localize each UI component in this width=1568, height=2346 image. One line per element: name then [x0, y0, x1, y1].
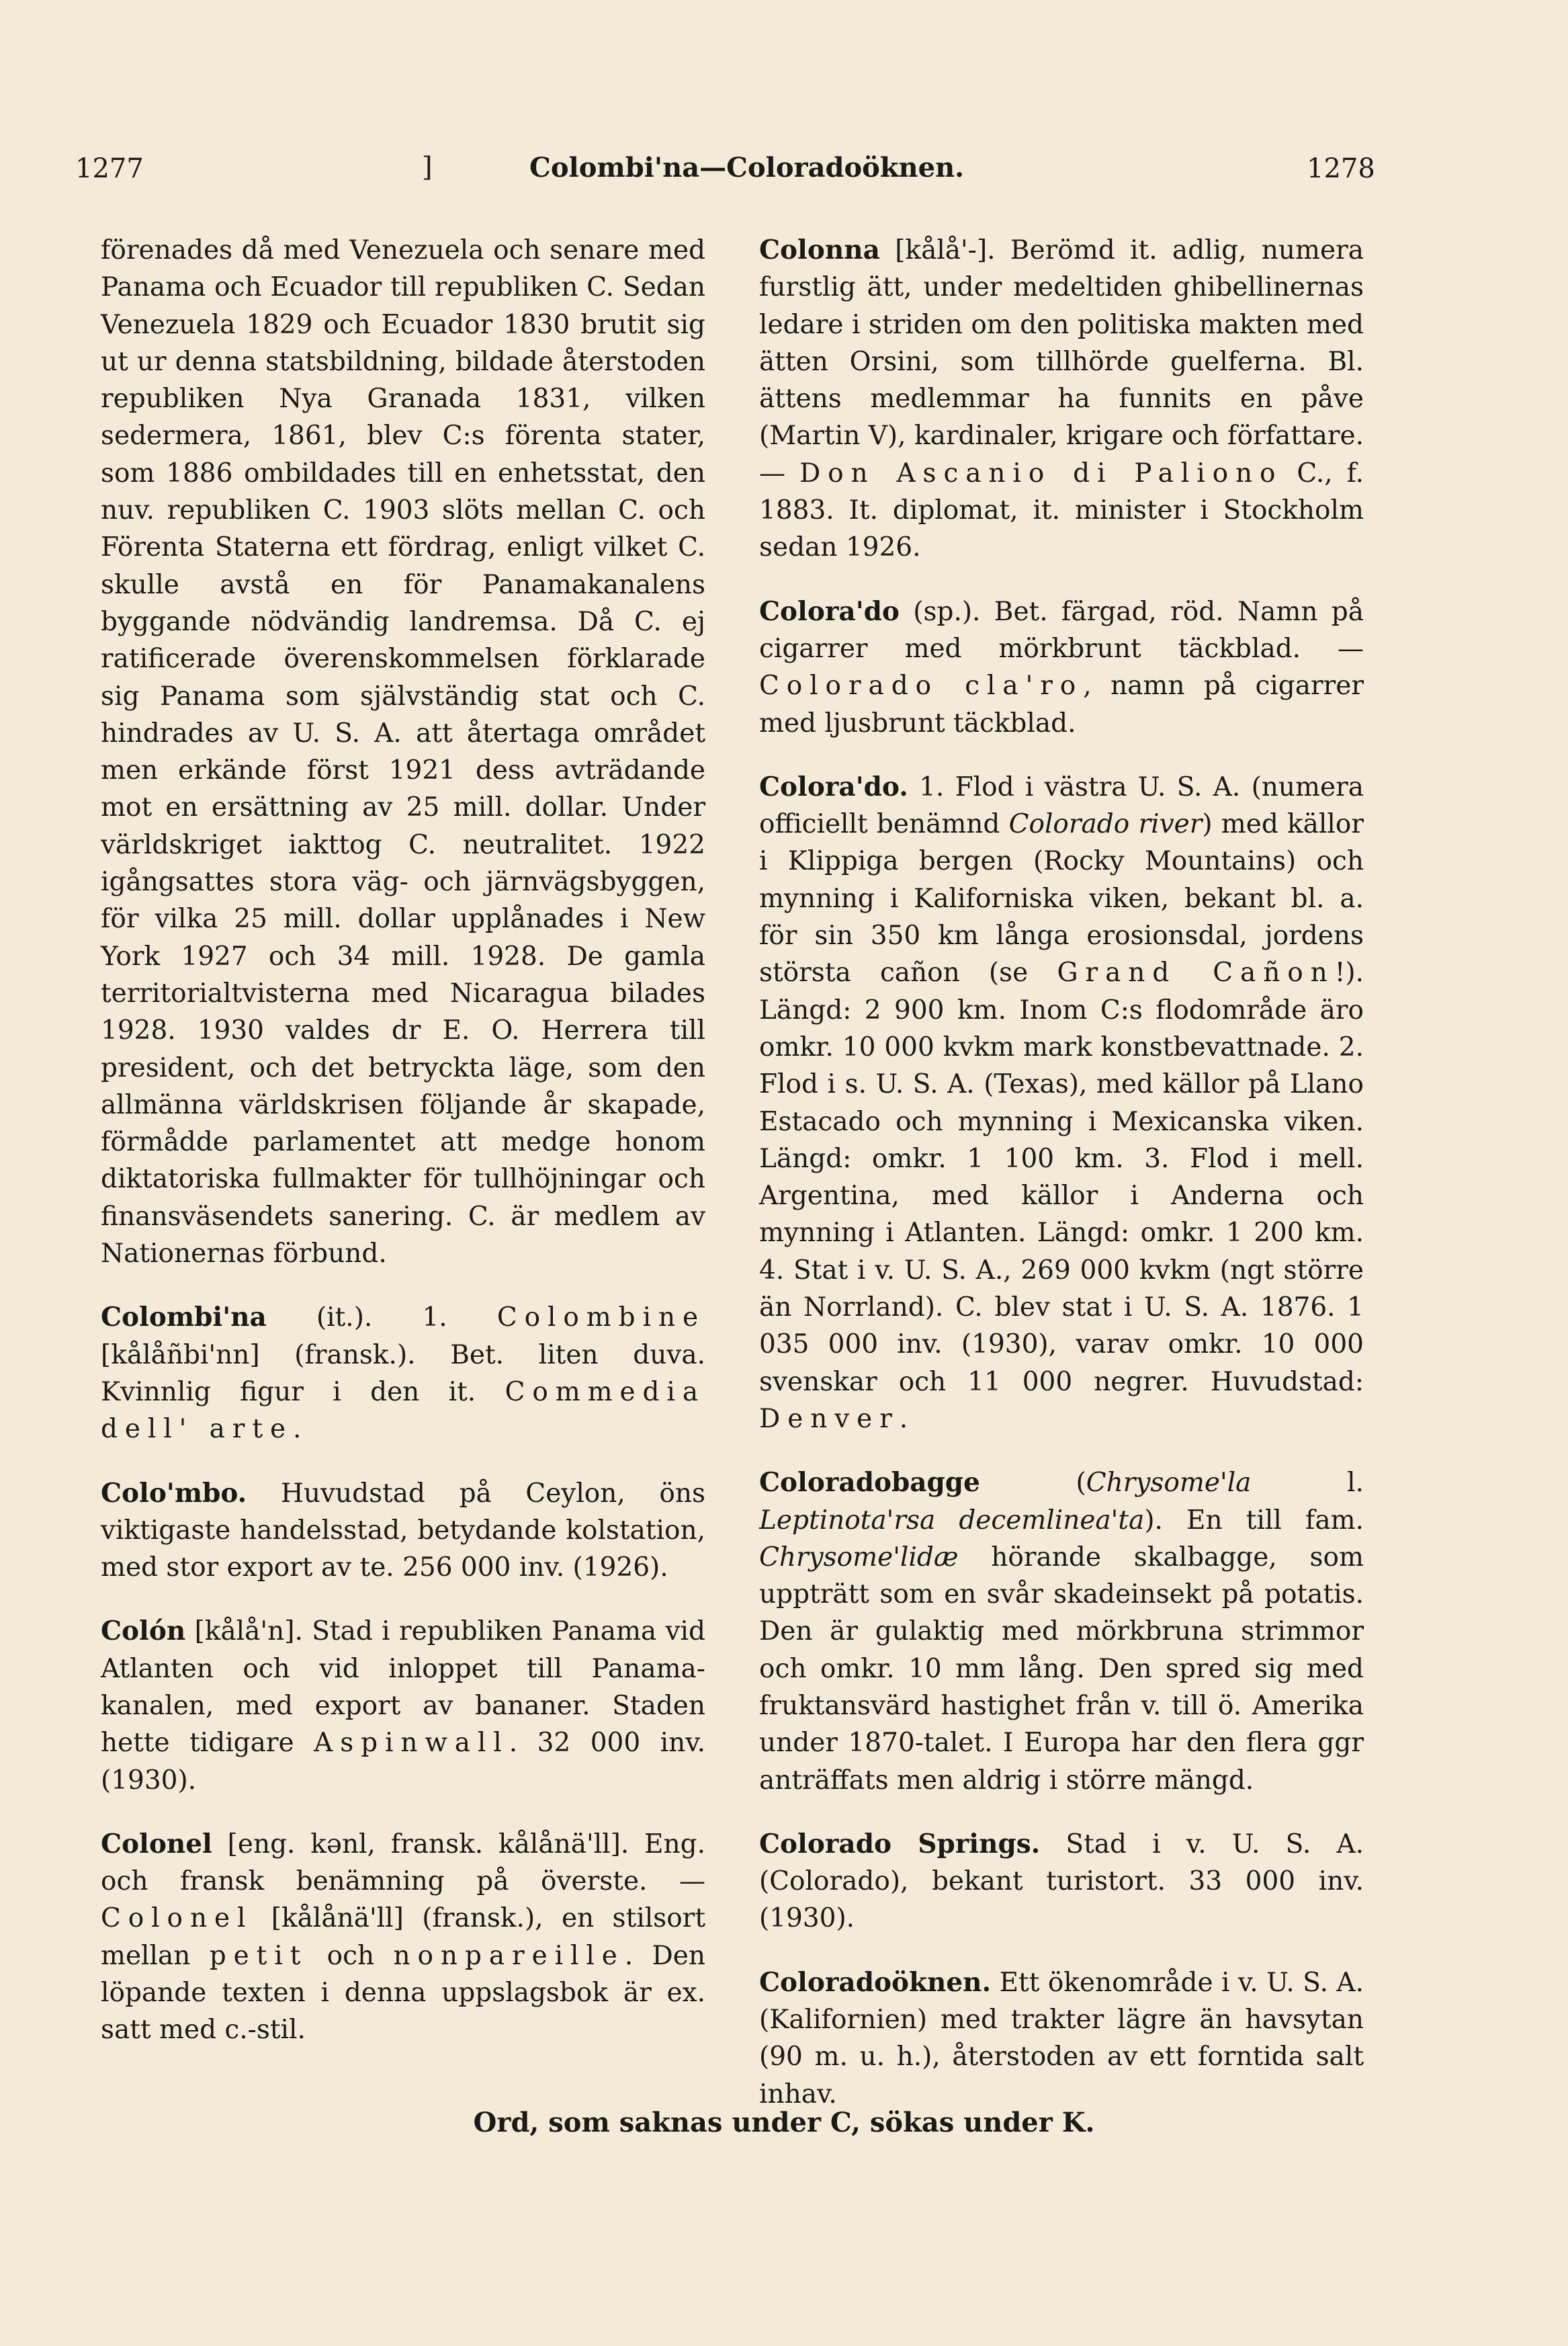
entry-colon — [101, 1613, 705, 1798]
entry-text: ( — [979, 1468, 1086, 1499]
entry-headword: Colonel — [101, 1828, 212, 1859]
entry-colombina — [101, 1299, 705, 1448]
spaced-term: Grand Cañon — [1057, 958, 1335, 989]
left-column — [101, 232, 705, 2076]
entry-headword: Colora'do. — [759, 771, 908, 802]
entry-text: Huvudstad på Ceylon, öns viktigaste handelsstad, betydande kolstation, med stor export av te. 256 000 inv. (1926). — [101, 1478, 705, 1583]
entry-text: (it.). 1. — [266, 1302, 497, 1333]
entry-text: !). Längd: 2 900 km. Inom C:s flodområde äro omkr. 10 000 kvkm mark konstbevattnade. 2. Flod i s. U. S. A. (Texas), med källor på Llano Estacado och mynning i Mexicanska viken. Längd: omkr. 1 100 km. 3. Flod i mell. Argentina, med källor i Anderna och mynning i Atlanten. Längd: omkr. 1 200 km. 4. Stat i v. U. S. A., 269 000 kvkm (ngt större än Norrland). C. blev stat i U. S. A. 1876. 1 035 000 inv. (1930), varav omkr. 10 000 svenskar och 11 000 negrer. Huvudstad: — [759, 958, 1364, 1397]
entry-colombo — [101, 1475, 705, 1587]
entry-colorado-sp — [759, 593, 1364, 742]
entry-text: förenades då med Venezuela och senare med Panama och Ecuador till republiken C. Sedan Venezuela 1829 och Ecuador 1830 brutit sig ut ur denna statsbildning, bildade återstoden republiken Nya Granada 1831, vilken sedermera, 1861, blev C:s förenta stater, som 1886 ombildades till en enhetsstat, den nuv. republiken C. 1903 slöts mellan C. och Förenta Staterna ett fördrag, enligt vilket C. skulle avstå en för Panamakanalens byggande nödvändig landremsa. Då C. ej ratificerade överenskommelsen förklarade sig Panama som självständig stat och C. hindrades av U. S. A. att återtaga området men erkände först 1921 dess avträdande mot en ersättning av 25 mill. dollar. Under världskriget iakttog C. neutralitet. 1922 igångsattes stora väg- och järnvägsbyggen, för vilka 25 mill. dollar upplånades i New York 1927 och 34 mill. 1928. De gamla territorialtvisterna med Nicaragua bilades 1928. 1930 valdes dr E. O. Herrera till president, och det betryckta läge, som den allmänna världskrisen följande år skapade, förmådde parlamentet att medge honom diktatoriska fullmakter för tullhöjningar och finansväsendets sanering. C. är medlem av Nationernas förbund. — [101, 235, 705, 1269]
entry-headword: Coloradobagge — [759, 1467, 980, 1499]
entry-colonna — [759, 232, 1364, 567]
right-page-number: 1278 — [1307, 153, 1375, 184]
entry-headword: Colombi'na — [101, 1302, 267, 1333]
spaced-term: Don Ascanio di Paliono — [799, 458, 1283, 489]
entry-headword: Colón — [101, 1616, 186, 1647]
spaced-term: Colonel — [101, 1903, 253, 1934]
entry-headword: Colorado Springs. — [759, 1828, 1041, 1859]
spaced-term: Colombine — [496, 1302, 705, 1333]
spaced-term: Colorado cla'ro — [759, 671, 1084, 702]
spaced-term: petit — [209, 1940, 308, 1971]
italic-term: Leptinota'rsa decemlinea'ta — [759, 1505, 1145, 1536]
entry-coloradooknen — [759, 1964, 1364, 2113]
entry-colonel — [101, 1826, 705, 2049]
entry-text: [eng. kənl, fransk. kålånä'll]. Eng. och fransk benämning på överste. — — [101, 1829, 705, 1897]
entry-colorado-flod — [759, 769, 1364, 1437]
entry-text: l. — [1251, 1468, 1364, 1499]
entry-text: . — [899, 1403, 908, 1434]
entry-text: hörande skalbagge, som uppträtt som en svår skadeinsekt på potatis. Den är gulaktig med mörkbruna strimmor och omkr. 10 mm lång. Den spred sig med fruktansvärd hastighet från v. till ö. Amerika under 1870-talet. I Europa har den flera ggr anträffats men aldrig i större mängd. — [759, 1542, 1364, 1796]
spaced-term: Aspinwall — [314, 1728, 509, 1759]
entry-text: [kålå'-]. Berömd it. adlig, numera furstlig ätt, under medeltiden ghibellinernas ledare i striden om den politiska makten med ätten Orsini, som tillhörde guelferna. Bl. ättens medlemmar ha funnits en påve (Martin V), kardinaler, krigare och författare. — — [759, 235, 1364, 489]
entry-text: [kålåñbi'nn] (fransk.). Bet. liten duva. Kvinnlig figur i den it. — [101, 1339, 705, 1407]
left-page-number: 1277 — [75, 153, 144, 184]
spaced-term: nonpareille — [393, 1940, 625, 1971]
entry-text: ). En till fam. — [1144, 1505, 1364, 1536]
running-head: Colombi'na—Coloradoöknen. — [529, 152, 965, 183]
entry-text: Stad i v. U. S. A. (Colorado), bekant turistort. 33 000 inv. (1930). — [759, 1829, 1364, 1934]
entry-colorado-springs — [759, 1826, 1364, 1937]
italic-term: Chrysome'lidæ — [759, 1542, 959, 1573]
entry-text: . Den löpande texten i denna uppslagsbok är ex. satt med c.-stil. — [101, 1940, 706, 2046]
entry-text: och — [308, 1940, 394, 1971]
entry-text: . 32 000 inv. (1930). — [101, 1728, 705, 1796]
entry-text: C., f. 1883. It. diplomat, it. minister i Stockholm sedan 1926. — [759, 458, 1364, 563]
entry-text: 1. Flod i västra U. S. A. (numera officiellt benämnd — [759, 771, 1364, 840]
entry-text: . — [292, 1414, 302, 1445]
entry-text: Ett ökenområde i v. U. S. A. (Kalifornien) med trakter lägre än havsytan (90 m. u. h.), återstoden av ett forntida salt inhav. — [759, 1967, 1364, 2109]
entry-headword: Colo'mbo. — [101, 1477, 247, 1509]
spaced-term: Denver — [759, 1403, 900, 1434]
entry-text: , namn på cigarrer med ljusbrunt täckblad. — [759, 671, 1364, 739]
entry-text: [kålå'n]. Stad i republiken Panama vid Atlanten och vid inloppet till Panama-kanalen, med export av bananer. Staden hette tidigare — [101, 1616, 705, 1759]
entry-text: [kålånä'll] (fransk.), en stilsort mellan — [101, 1903, 705, 1971]
page-header — [0, 0, 1568, 222]
italic-term: Chrysome'la — [1086, 1468, 1252, 1499]
spaced-term: Commedia dell' arte — [101, 1376, 705, 1445]
entry-headword: Colora'do — [759, 595, 900, 627]
italic-term: Colorado river — [1008, 809, 1203, 840]
right-column — [759, 232, 1364, 2140]
entry-headword: Colonna — [759, 235, 880, 265]
entry-text: ) med källor i Klippiga bergen (Rocky Mountains) och mynning i Kaliforniska viken, bekant bl. a. för sin 350 km långa erosionsdal, jordens största cañon (se — [759, 809, 1364, 989]
margin-mark: ] — [422, 152, 433, 183]
entry-headword: Coloradoöknen. — [759, 1966, 992, 1998]
entry-coloradobagge — [759, 1464, 1364, 1799]
entry-continuation — [101, 232, 705, 1272]
entry-text: (sp.). Bet. färgad, röd. Namn på cigarrer med mörkbrunt täckblad. — — [759, 596, 1364, 664]
footer-note: Ord, som saknas under C, sökas under K. — [473, 2107, 1095, 2138]
